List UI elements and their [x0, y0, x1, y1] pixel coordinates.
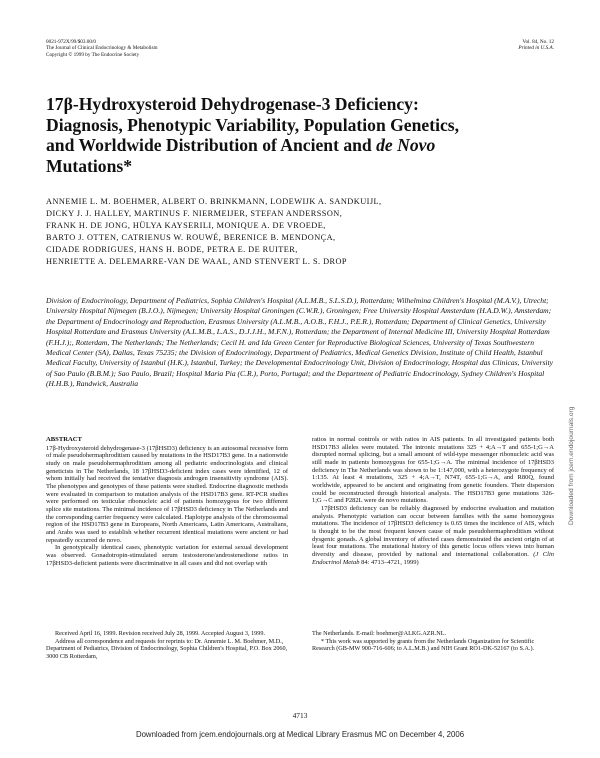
copyright-line: Copyright © 1999 by The Endocrine Society [46, 51, 140, 58]
correspondence-note: Address all correspondence and requests for reprints to: Dr. Annemie L. M. Boehmer, M.D., Department of Pediatrics, Division of Endocrinology, Sophia Children's Hospital, P.O. Box 2060, 3000 CB Rotterdam, [46, 637, 288, 660]
side-watermark-text: Downloaded from jcem.endojournals.org [568, 406, 575, 525]
email-note: The Netherlands. E-mail: boehmer@ALKG.AZR.NL. [312, 630, 447, 637]
author-list [46, 196, 516, 269]
title-line-3-italic: de Novo [376, 135, 436, 155]
support-note: * This work was supported by grants from the Netherlands Organization for Scientific Research (GB-MW 900-716-606; to A.L.M.B.) and NIH Grant RO1-DK-52167 (to S.A.). [312, 637, 535, 653]
abstract-heading: ABSTRACT [46, 436, 82, 443]
affiliations: Division of Endocrinology, Department of Pediatrics, Sophia Children's Hospital (A.L.M.B., S.L.S.D.), Rotterdam; Wilhelmina Children's Hospital (M.A.V.), Utrecht; University Hospital Nijmegen (B.J.O.), Nijmegen; University Hospital Groningen (C.W.R.), Groningen; Free University Hospital Amsterdam (H.A.D.W.), Amsterdam; the Department of Endocrinology and Reproduction, Erasmus University (A.L.M.B., A.O.B., F.H.J., P.E.R.), Rotterdam; Department of Clinical Genetics, University Hospital Rotterdam and Erasmus University (A.L.M.B., L.A.S., D.J.J.H., M.F.N.), Rotterdam; the Department of Internal Medicine III, University Hospital Rotterdam (F.H.J.);, Rotterdam, The Netherlands; The Netherlands; Cecil H. and Ida Green Center for Reproductive Biological Sciences, University of Texas Southwestern Medical Center (SA), Dallas, Texas 75235; the Division of Endocrinology, Department of Pediatrics, Medical Genetics Division, Institute of Child Health, Istanbul Medical Faculty, University of Istanbul (H.K.), Istanbul, Turkey; the Developmental Endocrinology Unit, Division of Endocrinology, Hospital das Clinicas, University of Sao Paulo (B.B.M.); Sao Paulo, Brazil; Hospital Maria Pia (C.R.), Porto, Portugal; and the Department of Pediatric Endocrinology, Sydney Children's Hospital (H.H.B.), Randwick, Australia [46, 296, 554, 389]
author-line: FRANK H. DE JONG, HÜLYA KAYSERILI, MONIQUE A. DE VROEDE, [46, 221, 326, 231]
page-number: 4713 [292, 711, 308, 720]
download-note: Downloaded from jcem.endojournals.org at Medical Library Erasmus MC on December 4, 2006 [135, 730, 465, 739]
title-line-4: Mutations* [46, 155, 133, 176]
printed-line: Printed in U.S.A. [518, 45, 554, 52]
abstract-paragraph: 17β-Hydroxysteroid dehydrogenase-3 (17βHSD3) deficiency is an autosomal recessive form of male pseudohermaphroditism caused by mutations in the HSD17B3 gene. In a nationwide study on male pseudohermaphroditism among all pediatric endocrinologists and clinical geneticists in The Netherlands, 18 17βHSD3-deficient index cases were identified, 12 of whom initially had received the tentative diagnosis androgen insensitivity syndrome (AIS). The phenotypes and genotypes of these patients were studied. Endocrine diagnostic methods were evaluated in comparison to mutation analysis of the HSD17B3 gene. RT-PCR studies were performed on testicular ribonucleic acid of patients homozygous for two different splice site mutations. The minimal incidence of 17βHSD3 deficiency in The Netherlands and the corresponding carrier frequency were calculated. Haplotype analysis of the chromosomal region of the HSD17B3 gene in Europeans, North Americans, Latin Americans, Australians, and Arabs was used to establish whether recurrent identical mutations were ancient or had repeatedly occurred de novo. [46, 444, 288, 544]
abstract-right-column [312, 436, 554, 566]
volume-line: Vol. 84, No. 12 [522, 39, 554, 45]
footnotes-right [312, 630, 554, 653]
footnotes-left [46, 630, 288, 660]
abstract-paragraph: ratios in normal controls or with ratios in AIS patients. In all investigated patients both HSD17B3 alleles were mutated. The intronic mutations 325 + 4;A→T and 655-1;G→A disrupted normal splicing, but a small amount of wild-type messenger ribonucleic acid was still made in patients homozygous for 655-1;G→A. The minimal incidence of 17βHSD3 deficiency in The Netherlands was shown to be 1:147,000, with a heterozygote frequency of 1:135. At least 4 mutations, 325 + 4;A→T, N74T, 655-1;G→A, and R80Q, found worldwide, appeared to be ancient and originating from genetic founders. Their dispersion could be reconstructed through historical analysis. The HSD17B3 gene mutations 326-1;G→C and P282L were de novo mutations. [312, 436, 554, 505]
journal-header-right [518, 39, 554, 52]
title-line-3 [46, 135, 546, 156]
author-line: DICKY J. J. HALLEY, MARTINUS F. NIERMEIJER, STEFAN ANDERSSON, [46, 209, 343, 219]
citation-details: 84: 4713–4721, 1999) [359, 558, 419, 566]
issn-line: 0021-972X/99/$03.00/0 [46, 39, 97, 45]
abstract-paragraph: In genotypically identical cases, phenotypic variation for external sexual development was observed. Gonadotropin-stimulated serum testosterone/androstenedione ratios in 17βHSD3-deficient patients were discriminative in all cases and did not overlap with [46, 544, 288, 567]
journal-name: The Journal of Clinical Endocrinology & Metabolism [46, 45, 158, 52]
author-line: ANNEMIE L. M. BOEHMER, ALBERT O. BRINKMANN, LODEWIJK A. SANDKUIJL, [46, 197, 382, 206]
side-watermark [566, 245, 576, 525]
abstract-paragraph [312, 505, 554, 566]
received-note: Received April 16, 1999. Revision received July 28, 1999. Accepted August 3, 1999. [55, 630, 265, 637]
author-line: BARTO J. OTTEN, CATRIENUS W. ROUWÉ, BERENICE B. MENDONÇA, [46, 233, 336, 243]
journal-header-left [46, 39, 158, 58]
author-line: HENRIETTE A. DELEMARRE-VAN DE WAAL, AND STENVERT L. S. DROP [46, 257, 347, 267]
article-title [46, 94, 546, 176]
abstract-paragraph-text: 17βHSD3 deficiency can be reliably diagnosed by endocrine evaluation and mutation analysis. Phenotypic variation can occur between families with the same homozygous mutations. The incidence of 17βHSD3 deficiency is 0.65 times the incidence of AIS, which is thought to be the most frequent known cause of male pseudohermaphroditism without dysgenic gonads. A global inventory of affected cases demonstrated the ancient origin of at least four mutations. The mutational history of this genetic locus offers views into human diversity and disease, provided by national and international collaboration. [312, 504, 554, 558]
title-line-2: Diagnosis, Phenotypic Variability, Population Genetics, [46, 114, 460, 135]
title-line-3-text: and Worldwide Distribution of Ancient and [46, 135, 377, 155]
abstract-left-column [46, 436, 288, 567]
title-line-1: 17β-Hydroxysteroid Dehydrogenase-3 Deficiency: [46, 94, 419, 114]
citation-journal: (J Clin Endocrinol Metab [312, 550, 554, 566]
author-line: CIDADE RODRIGUES, HANS H. BODE, PETRA E. DE RUITER, [46, 245, 298, 255]
